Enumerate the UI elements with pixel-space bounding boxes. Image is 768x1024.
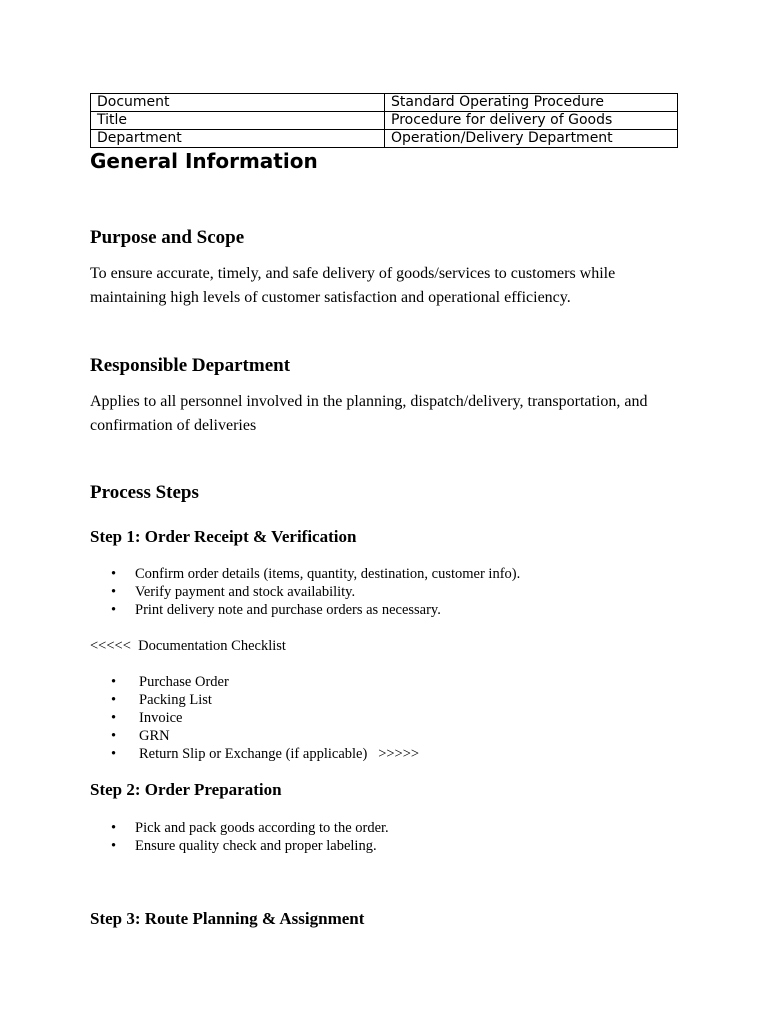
list-item	[90, 583, 520, 601]
step1-list	[90, 565, 520, 619]
list-item-text: Return Slip or Exchange (if applicable)	[139, 746, 368, 762]
purpose-heading: Purpose and Scope	[90, 227, 245, 248]
list-item-text: Confirm order details (items, quantity, destination, customer info).	[135, 566, 521, 582]
checklist-list	[90, 673, 419, 763]
list-item-text: Verify payment and stock availability.	[135, 584, 356, 600]
list-item	[90, 709, 419, 727]
bullet-icon: •	[111, 710, 117, 726]
bullet-icon: •	[111, 820, 117, 836]
bullet-icon: •	[111, 674, 117, 690]
checklist-label	[90, 637, 286, 655]
checklist-label-text: Documentation Checklist	[138, 638, 286, 654]
purpose-text: To ensure accurate, timely, and safe delivery of goods/services to customers while maintaining high levels of customer satisfaction and operational efficiency.	[90, 265, 616, 306]
list-item-text: Print delivery note and purchase orders as necessary.	[135, 602, 441, 618]
list-item	[90, 691, 419, 709]
responsible-text: Applies to all personnel involved in the planning, dispatch/delivery, transportation, and confirmation of deliveries	[90, 393, 648, 434]
list-item	[90, 727, 419, 745]
step2-list	[90, 819, 389, 855]
table-row	[91, 130, 678, 148]
list-item-text: Packing List	[139, 692, 212, 708]
table-row	[91, 94, 678, 112]
list-item	[90, 745, 419, 763]
list-item-text: GRN	[139, 728, 170, 744]
process-steps-heading: Process Steps	[90, 482, 199, 503]
list-item-text: Invoice	[139, 710, 183, 726]
list-item	[90, 565, 520, 583]
table-cell-key: Document	[91, 94, 385, 112]
step2-heading: Step 2: Order Preparation	[90, 780, 282, 799]
list-item-text: Ensure quality check and proper labeling.	[135, 838, 377, 854]
list-item-text: Pick and pack goods according to the order.	[135, 820, 389, 836]
checklist-close-marker: >>>>>	[378, 746, 420, 762]
list-item	[90, 601, 520, 619]
bullet-icon: •	[111, 746, 117, 762]
responsible-heading: Responsible Department	[90, 355, 291, 376]
table-cell-value: Standard Operating Procedure	[385, 94, 678, 112]
bullet-icon: •	[111, 566, 117, 582]
table-cell-value: Procedure for delivery of Goods	[385, 112, 678, 130]
document-info-table	[90, 93, 678, 148]
table-cell-key: Department	[91, 130, 385, 148]
checklist-open-marker: <<<<<	[90, 638, 131, 654]
list-item-text: Purchase Order	[139, 674, 229, 690]
step3-heading: Step 3: Route Planning & Assignment	[90, 909, 365, 928]
table-row	[91, 112, 678, 130]
list-item	[90, 673, 419, 691]
bullet-icon: •	[111, 584, 117, 600]
table-cell-key: Title	[91, 112, 385, 130]
bullet-icon: •	[111, 838, 117, 854]
bullet-icon: •	[111, 692, 117, 708]
bullet-icon: •	[111, 602, 117, 618]
general-information-heading: General Information	[90, 149, 318, 173]
list-item	[90, 837, 389, 855]
bullet-icon: •	[111, 728, 117, 744]
step1-heading: Step 1: Order Receipt & Verification	[90, 527, 357, 546]
list-item	[90, 819, 389, 837]
table-cell-value: Operation/Delivery Department	[385, 130, 678, 148]
